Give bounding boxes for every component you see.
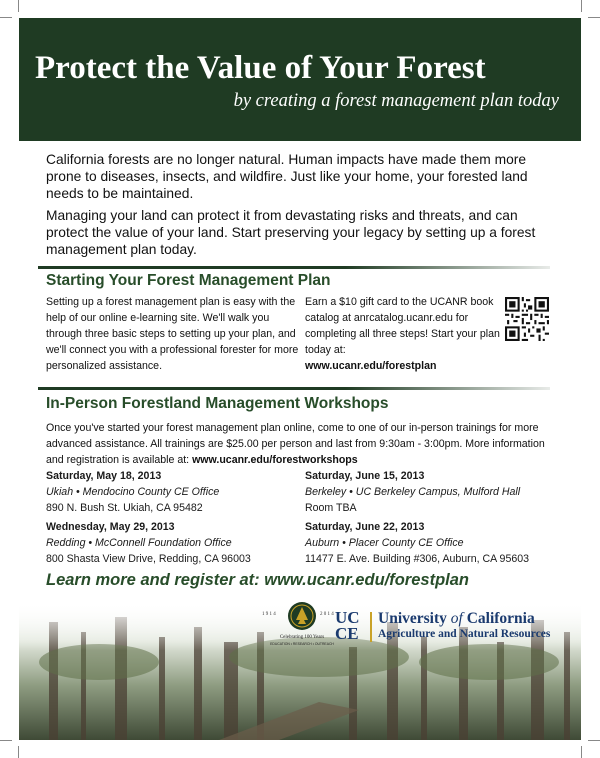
logo-divider: [370, 612, 372, 642]
uc-division: Agriculture and Natural Resources: [378, 628, 551, 640]
intro-paragraph-1: California forests are no longer natural. Human impacts have made them more prone to diseases, insects, and wildfire. Just like your home, your forested land needs to be maintained.: [46, 152, 528, 201]
plan-description: Setting up a forest management plan is easy with the help of our online e-learning site. We'll walk you through three basic steps to setting up your plan, and we'll connect you with a professional forester for more personalized assistance.: [46, 296, 299, 372]
crop-mark: [0, 17, 12, 18]
crop-mark: [588, 740, 600, 741]
event-address: Room TBA: [305, 502, 357, 514]
plan-section-heading: Starting Your Forest Management Plan: [46, 272, 331, 289]
seal-year-left: 1 9 1 4: [262, 612, 276, 617]
crop-mark: [581, 0, 582, 12]
event-address: 11477 E. Ave. Building #306, Auburn, CA 95603: [305, 553, 530, 565]
uc-name-of: of: [450, 610, 463, 627]
crop-mark: [0, 740, 12, 741]
workshops-link[interactable]: www.ucanr.edu/forestworkshops: [192, 454, 358, 466]
page-title: Protect the Value of Your Forest: [35, 50, 486, 86]
gift-card-text: Earn a $10 gift card to the UCANR book catalog at anrcatalog.ucanr.edu for completing all three steps! Start your plan today at:: [305, 296, 500, 356]
seal-subcaption: EDUCATION • RESEARCH • OUTREACH: [270, 642, 334, 646]
section-divider: [38, 387, 550, 390]
uc-name-pre: University: [378, 610, 451, 627]
seal-year-right: 2 0 1 4: [320, 612, 334, 617]
event-location: Ukiah • Mendocino County CE Office: [46, 486, 220, 498]
uc-name-post: California: [462, 610, 535, 627]
workshops-intro-text: Once you've started your forest management plan online, come to one of our in-person trainings for more advanced assistance. All trainings are $25.00 per person and last from 9:30am - 3:00pm. More information and registration is available at:: [46, 422, 545, 466]
plan-right-column: [305, 294, 500, 374]
workshop-event: [305, 519, 565, 567]
qr-code[interactable]: [505, 297, 549, 341]
workshops-heading: In-Person Forestland Management Workshops: [46, 395, 389, 412]
event-date: Wednesday, May 29, 2013: [46, 521, 175, 533]
event-location: Auburn • Placer County CE Office: [305, 537, 464, 549]
forestplan-link[interactable]: www.ucanr.edu/forestplan: [305, 360, 437, 372]
page-subtitle: by creating a forest management plan today: [233, 91, 559, 111]
header-banner: [19, 18, 581, 141]
workshop-event: [305, 468, 565, 516]
crop-mark: [18, 746, 19, 758]
event-address: 800 Shasta View Drive, Redding, CA 96003: [46, 553, 251, 565]
ucce-logo: [335, 610, 369, 642]
event-address: 890 N. Bush St. Ukiah, CA 95482: [46, 502, 203, 514]
workshop-event: [46, 468, 306, 516]
crop-mark: [18, 0, 19, 12]
workshop-event: [46, 519, 306, 567]
section-divider: [38, 266, 550, 269]
logo-strip: [252, 598, 562, 650]
event-date: Saturday, May 18, 2013: [46, 470, 162, 482]
seal-caption: Celebrating 100 Years: [279, 635, 325, 640]
ucce-bottom: CE: [335, 624, 359, 643]
uc-anr-logo: [378, 610, 550, 640]
crop-mark: [581, 746, 582, 758]
plan-left-column: [46, 294, 301, 374]
crop-mark: [588, 17, 600, 18]
event-date: Saturday, June 15, 2013: [305, 470, 425, 482]
event-location: Redding • McConnell Foundation Office: [46, 537, 232, 549]
event-location: Berkeley • UC Berkeley Campus, Mulford Hall: [305, 486, 521, 498]
workshops-intro: [46, 420, 556, 468]
ucce-top: UC: [335, 608, 360, 627]
register-cta[interactable]: Learn more and register at: www.ucanr.edu/forestplan: [46, 571, 469, 589]
event-date: Saturday, June 22, 2013: [305, 521, 425, 533]
intro-paragraph-2: Managing your land can protect it from devastating risks and threats, and can protect the value of your land. Start preserving your legacy by setting up a forest management plan today.: [46, 208, 536, 257]
